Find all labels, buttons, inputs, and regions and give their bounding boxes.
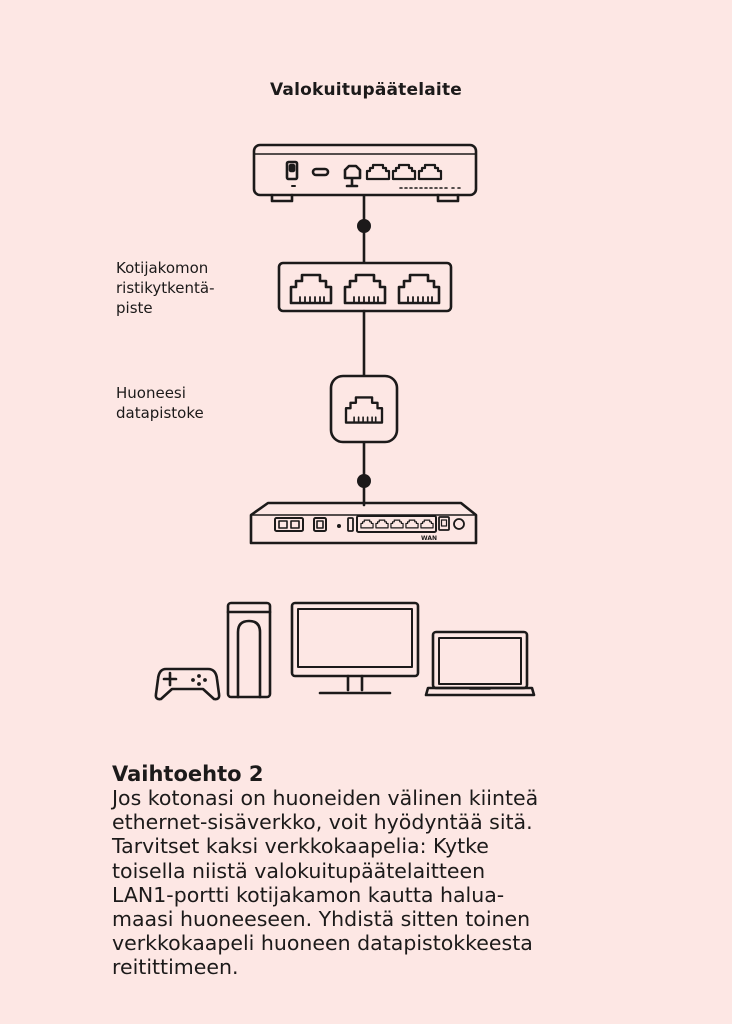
instruction-paragraph	[112, 786, 632, 980]
laptop-icon	[426, 632, 534, 695]
paragraph-line: Jos kotonasi on huoneiden välinen kiinteä	[112, 786, 539, 810]
desktop-tower-icon	[228, 603, 270, 697]
diagram-title: Valokuitupäätelaite	[269, 80, 463, 100]
wan-port-label: WAN	[420, 535, 438, 542]
wall-socket-label-line: datapistoke	[116, 404, 204, 422]
router-icon	[251, 503, 476, 543]
section-heading: Vaihtoehto 2	[112, 762, 264, 786]
fiber-terminal-icon	[254, 145, 476, 201]
paragraph-line: reitittimeen.	[112, 955, 239, 980]
connection-cables	[357, 196, 371, 505]
paragraph-line: Tarvitset kaksi verkkokaapelia: Kytke	[112, 834, 489, 859]
patch-panel-label-line: piste	[116, 299, 153, 317]
patch-panel-label-line: Kotijakomon	[116, 259, 209, 277]
paragraph-line: LAN1-portti kotijakamon kautta halua-	[112, 882, 505, 907]
patch-panel-icon	[279, 263, 451, 311]
gamepad-icon	[156, 669, 219, 699]
paragraph-line: maasi huoneeseen. Yhdistä sitten toinen	[112, 907, 531, 932]
monitor-icon	[292, 603, 418, 693]
wall-socket-label-line: Huoneesi	[116, 384, 186, 402]
paragraph-line: toisella niistä valokuitupäätelaitteen	[112, 858, 486, 883]
wall-socket-icon	[331, 376, 397, 442]
paragraph-line: ethernet-sisäverkko, voit hyödyntää sitä.	[112, 810, 533, 835]
patch-panel-label-line: ristikytkentä-	[116, 279, 215, 297]
paragraph-line: verkkokaapeli huoneen datapistokkeesta	[112, 931, 533, 956]
